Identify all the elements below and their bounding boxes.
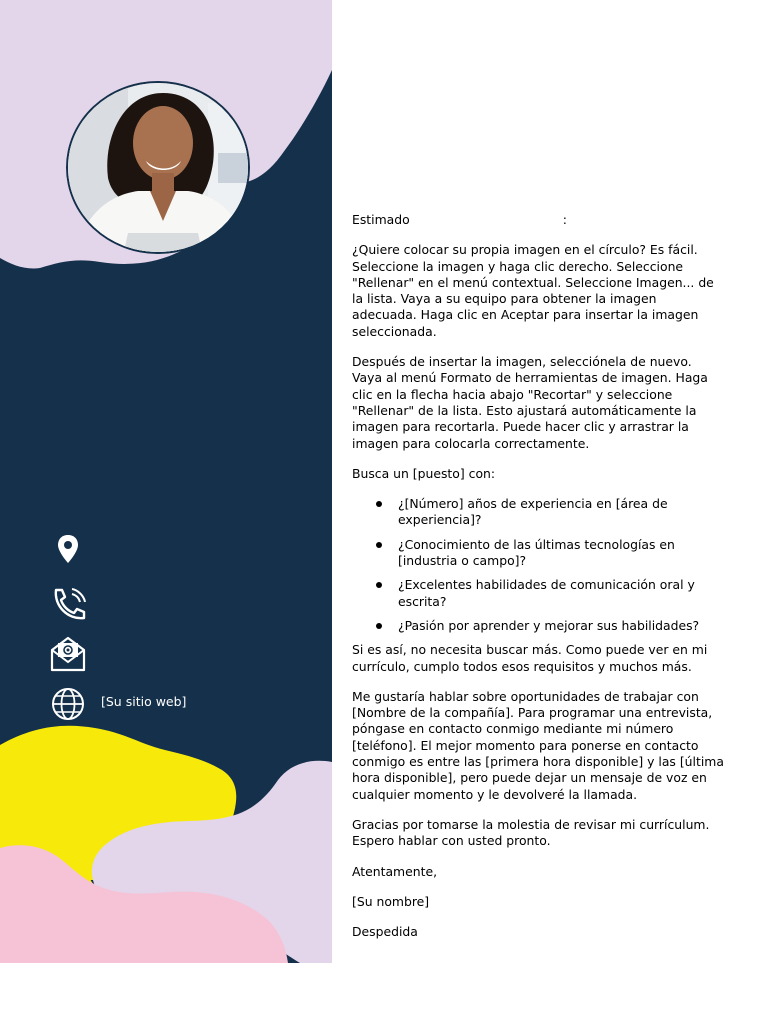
closing[interactable]: Atentamente, <box>352 863 438 879</box>
list-item[interactable]: ¿Conocimiento de las últimas tecnologías en [industria o campo]? <box>398 537 724 570</box>
location-pin-icon <box>48 531 88 567</box>
greeting[interactable]: Estimado <box>352 212 410 227</box>
paragraph-outro-3[interactable]: Gracias por tomarse la molestia de revisar mi currículum. Espero hablar con usted pronto. <box>352 816 710 849</box>
list-item[interactable]: ¿Pasión por aprender y mejorar sus habilidades? <box>398 618 724 634</box>
farewell[interactable]: Despedida <box>352 924 418 940</box>
paragraph-intro-3[interactable]: Busca un [puesto] con: <box>352 465 496 481</box>
sidebar <box>0 0 332 963</box>
cover-letter-body <box>352 212 724 954</box>
signature-name[interactable]: [Su nombre] <box>352 893 430 909</box>
greeting-line <box>352 212 724 228</box>
globe-icon <box>48 686 88 722</box>
paragraph-outro-2[interactable]: Me gustaría hablar sobre oportunidades de trabajar con [Nombre de la compañía]. Para programar una entrevista, póngase en contacto conmigo mediante mi número [teléfono]. El mejor momento para ponerse en contacto conmigo es entre las [primera hora disponible] y las [última hora disponible], pero puede dejar un mensaje de voz en cualquier momento y le devolveré la llamada. <box>352 688 724 802</box>
greeting-colon: : <box>562 212 567 227</box>
paragraph-outro-1[interactable]: Si es así, no necesita buscar más. Como puede ver en mi currículo, cumplo todos esos requisitos y muchos más. <box>352 642 708 674</box>
profile-photo[interactable] <box>66 81 250 254</box>
woman-portrait-image <box>68 83 250 254</box>
list-item[interactable]: ¿Excelentes habilidades de comunicación oral y escrita? <box>398 577 724 610</box>
paragraph-intro-1[interactable]: ¿Quiere colocar su propia imagen en el círculo? Es fácil. Seleccione la imagen y haga clic derecho. Seleccione "Rellenar" en el menú contextual. Seleccione Imagen... de la lista. Vaya a su equipo para obtener la imagen adecuada. Haga clic en Aceptar para insertar la imagen seleccionada. <box>352 242 714 339</box>
paragraph-intro-2[interactable]: Después de insertar la imagen, selecciónela de nuevo. Vaya al menú Formato de herramientas de imagen. Haga clic en la flecha hacia abajo "Recortar" y seleccione "Rellenar" de la lista. Esto ajustará automáticamente la imagen para recortarla. Puede hacer clic y arrastrar la imagen para colocarla correctamente. <box>352 354 708 451</box>
list-item[interactable]: ¿[Número] años de experiencia en [área de experiencia]? <box>398 496 724 529</box>
website-placeholder[interactable]: [Su sitio web] <box>101 694 187 709</box>
phone-icon <box>48 586 88 622</box>
email-envelope-icon <box>48 636 88 672</box>
qualifications-list <box>352 496 724 634</box>
